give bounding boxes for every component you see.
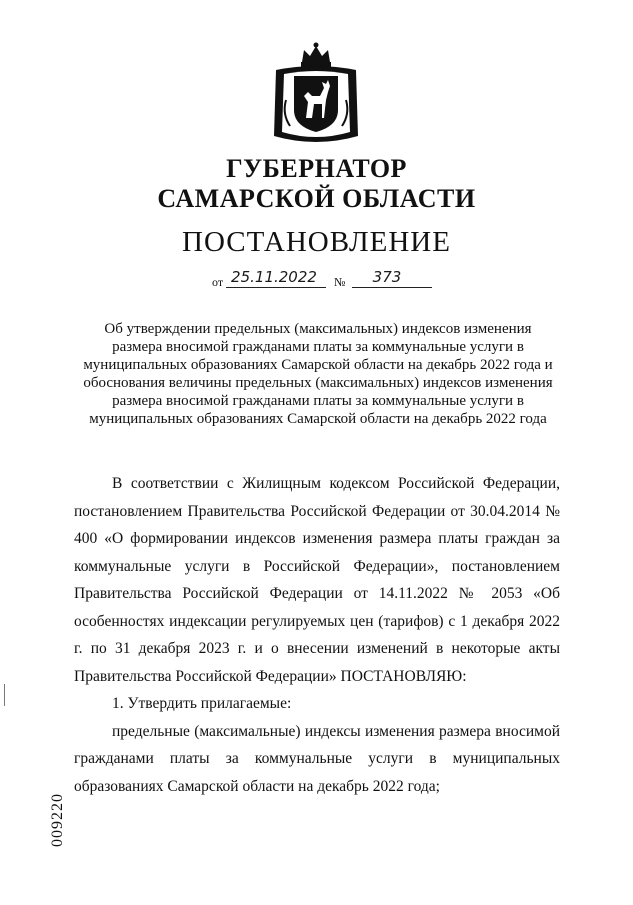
decree-body xyxy=(74,470,560,800)
date-prefix: от xyxy=(212,275,224,289)
item-1: 1. Утвердить прилагаемые: xyxy=(112,695,292,712)
number-prefix: № xyxy=(334,275,346,289)
preamble-paragraph: В соответствии с Жилищным кодексом Российской Федерации, постановлением Правительства Российской Федерации от 30.04.2014 № 400 «О формировании индексов изменения размера платы граждан за коммунальные услуги в Российской Федерации», постановлением Правительства Российской Федерации от 14.11.2022 № 2053 «Об особенностях индексации регулируемых цен (тарифов) с 1 декабря 2022 г. по 31 декабря 2023 г. и о внесении изменений в некоторые акты Правительства Российской Федерации» ПОСТАНОВЛЯЮ: xyxy=(74,475,560,685)
registration-line xyxy=(212,270,432,292)
governor-title: ГУБЕРНАТОР xyxy=(226,154,407,183)
side-registration-code: 009220 xyxy=(49,793,66,847)
date-underline xyxy=(226,287,326,288)
scan-margin-mark xyxy=(4,684,5,706)
decree-number: 373 xyxy=(372,268,402,286)
number-underline xyxy=(352,287,432,288)
decree-subject: Об утверждении предельных (максимальных) индексов изменения размера вносимой гражданами платы за коммунальные услуги в муниципальных образованиях Самарской области на декабрь 2022 года и обоснования величины предельных (максимальных) индексов изменения размера вносимой гражданами платы за коммунальные услуги в муниципальных образованиях Самарской области на декабрь 2022 года xyxy=(83,321,553,427)
samara-coat-of-arms-icon xyxy=(272,40,360,146)
document-type: ПОСТАНОВЛЕНИЕ xyxy=(182,226,451,258)
region-title: САМАРСКОЙ ОБЛАСТИ xyxy=(157,184,476,213)
decree-date: 25.11.2022 xyxy=(231,268,317,286)
item-1-subitem: предельные (максимальные) индексы изменения размера вносимой гражданами платы за коммунальные услуги в муниципальных образованиях Самарской области на декабрь 2022 года; xyxy=(74,722,560,795)
